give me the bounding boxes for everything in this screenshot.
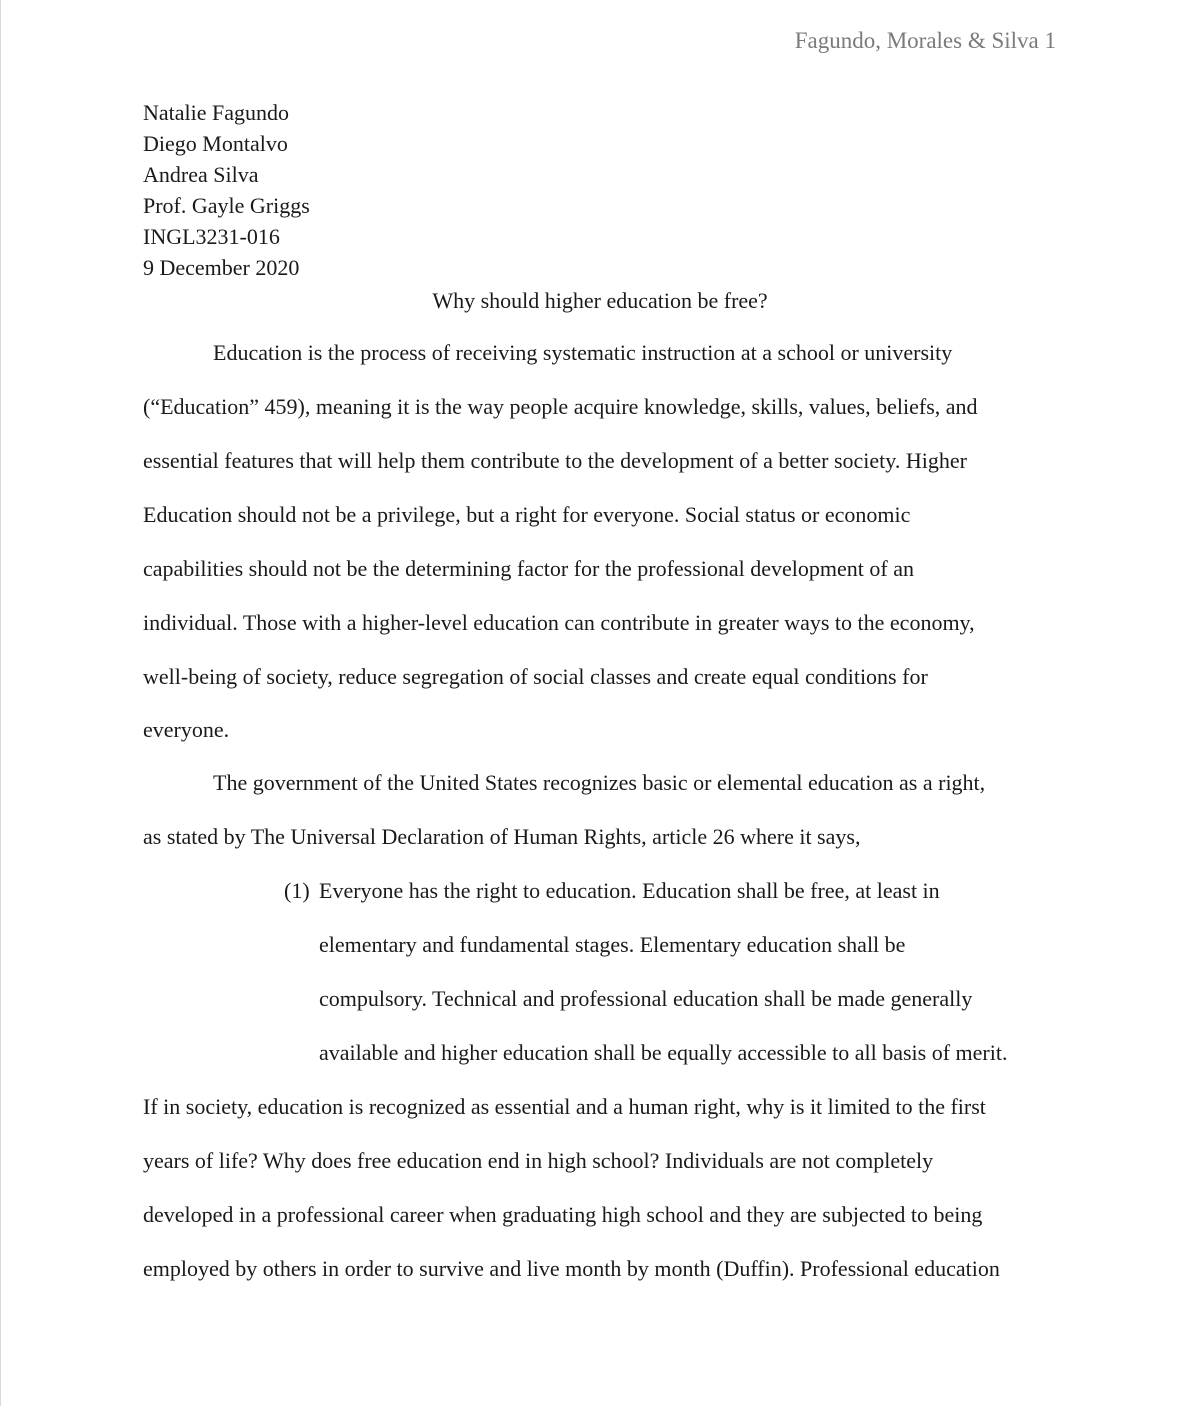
- paragraph-line: individual. Those with a higher-level education can contribute in greater ways to the economy,: [143, 610, 975, 635]
- quote-number: (1): [284, 878, 310, 903]
- paragraph-line: as stated by The Universal Declaration of Human Rights, article 26 where it says,: [143, 824, 861, 849]
- course-code: INGL3231-016: [143, 224, 280, 249]
- instructor-name: Prof. Gayle Griggs: [143, 193, 310, 218]
- author-name: Diego Montalvo: [143, 131, 288, 156]
- paragraph-line: Education is the process of receiving systematic instruction at a school or university: [213, 340, 953, 365]
- paragraph-line: well-being of society, reduce segregation of social classes and create equal conditions for: [143, 664, 928, 689]
- paragraph-line: capabilities should not be the determining factor for the professional development of an: [143, 556, 914, 581]
- paragraph-line: If in society, education is recognized as essential and a human right, why is it limited to the first: [143, 1094, 986, 1119]
- paragraph-line: (“Education” 459), meaning it is the way people acquire knowledge, skills, values, beliefs, and: [143, 394, 978, 419]
- paragraph-line: everyone.: [143, 717, 230, 742]
- date: 9 December 2020: [143, 255, 300, 280]
- running-head: Fagundo, Morales & Silva 1: [794, 28, 1056, 53]
- paragraph-line: employed by others in order to survive and live month by month (Duffin). Professional education: [143, 1256, 1000, 1281]
- quote-line: elementary and fundamental stages. Elementary education shall be: [319, 932, 906, 957]
- quote-line: compulsory. Technical and professional education shall be made generally: [319, 986, 973, 1011]
- heading-block: [143, 97, 310, 283]
- quote-line: available and higher education shall be equally accessible to all basis of merit.: [319, 1040, 1008, 1065]
- paragraph-line: developed in a professional career when graduating high school and they are subjected to being: [143, 1202, 983, 1227]
- essay-title: Why should higher education be free?: [432, 288, 768, 313]
- paragraph-line: years of life? Why does free education end in high school? Individuals are not completely: [143, 1148, 934, 1173]
- author-name: Natalie Fagundo: [143, 100, 290, 125]
- quote-line: Everyone has the right to education. Education shall be free, at least in: [319, 878, 940, 903]
- paragraph-line: essential features that will help them contribute to the development of a better society. Higher: [143, 448, 967, 473]
- paragraph-line: Education should not be a privilege, but a right for everyone. Social status or economic: [143, 502, 911, 527]
- author-name: Andrea Silva: [143, 162, 259, 187]
- paragraph-line: The government of the United States recognizes basic or elemental education as a right,: [213, 770, 986, 795]
- page-edge: [0, 0, 1, 1406]
